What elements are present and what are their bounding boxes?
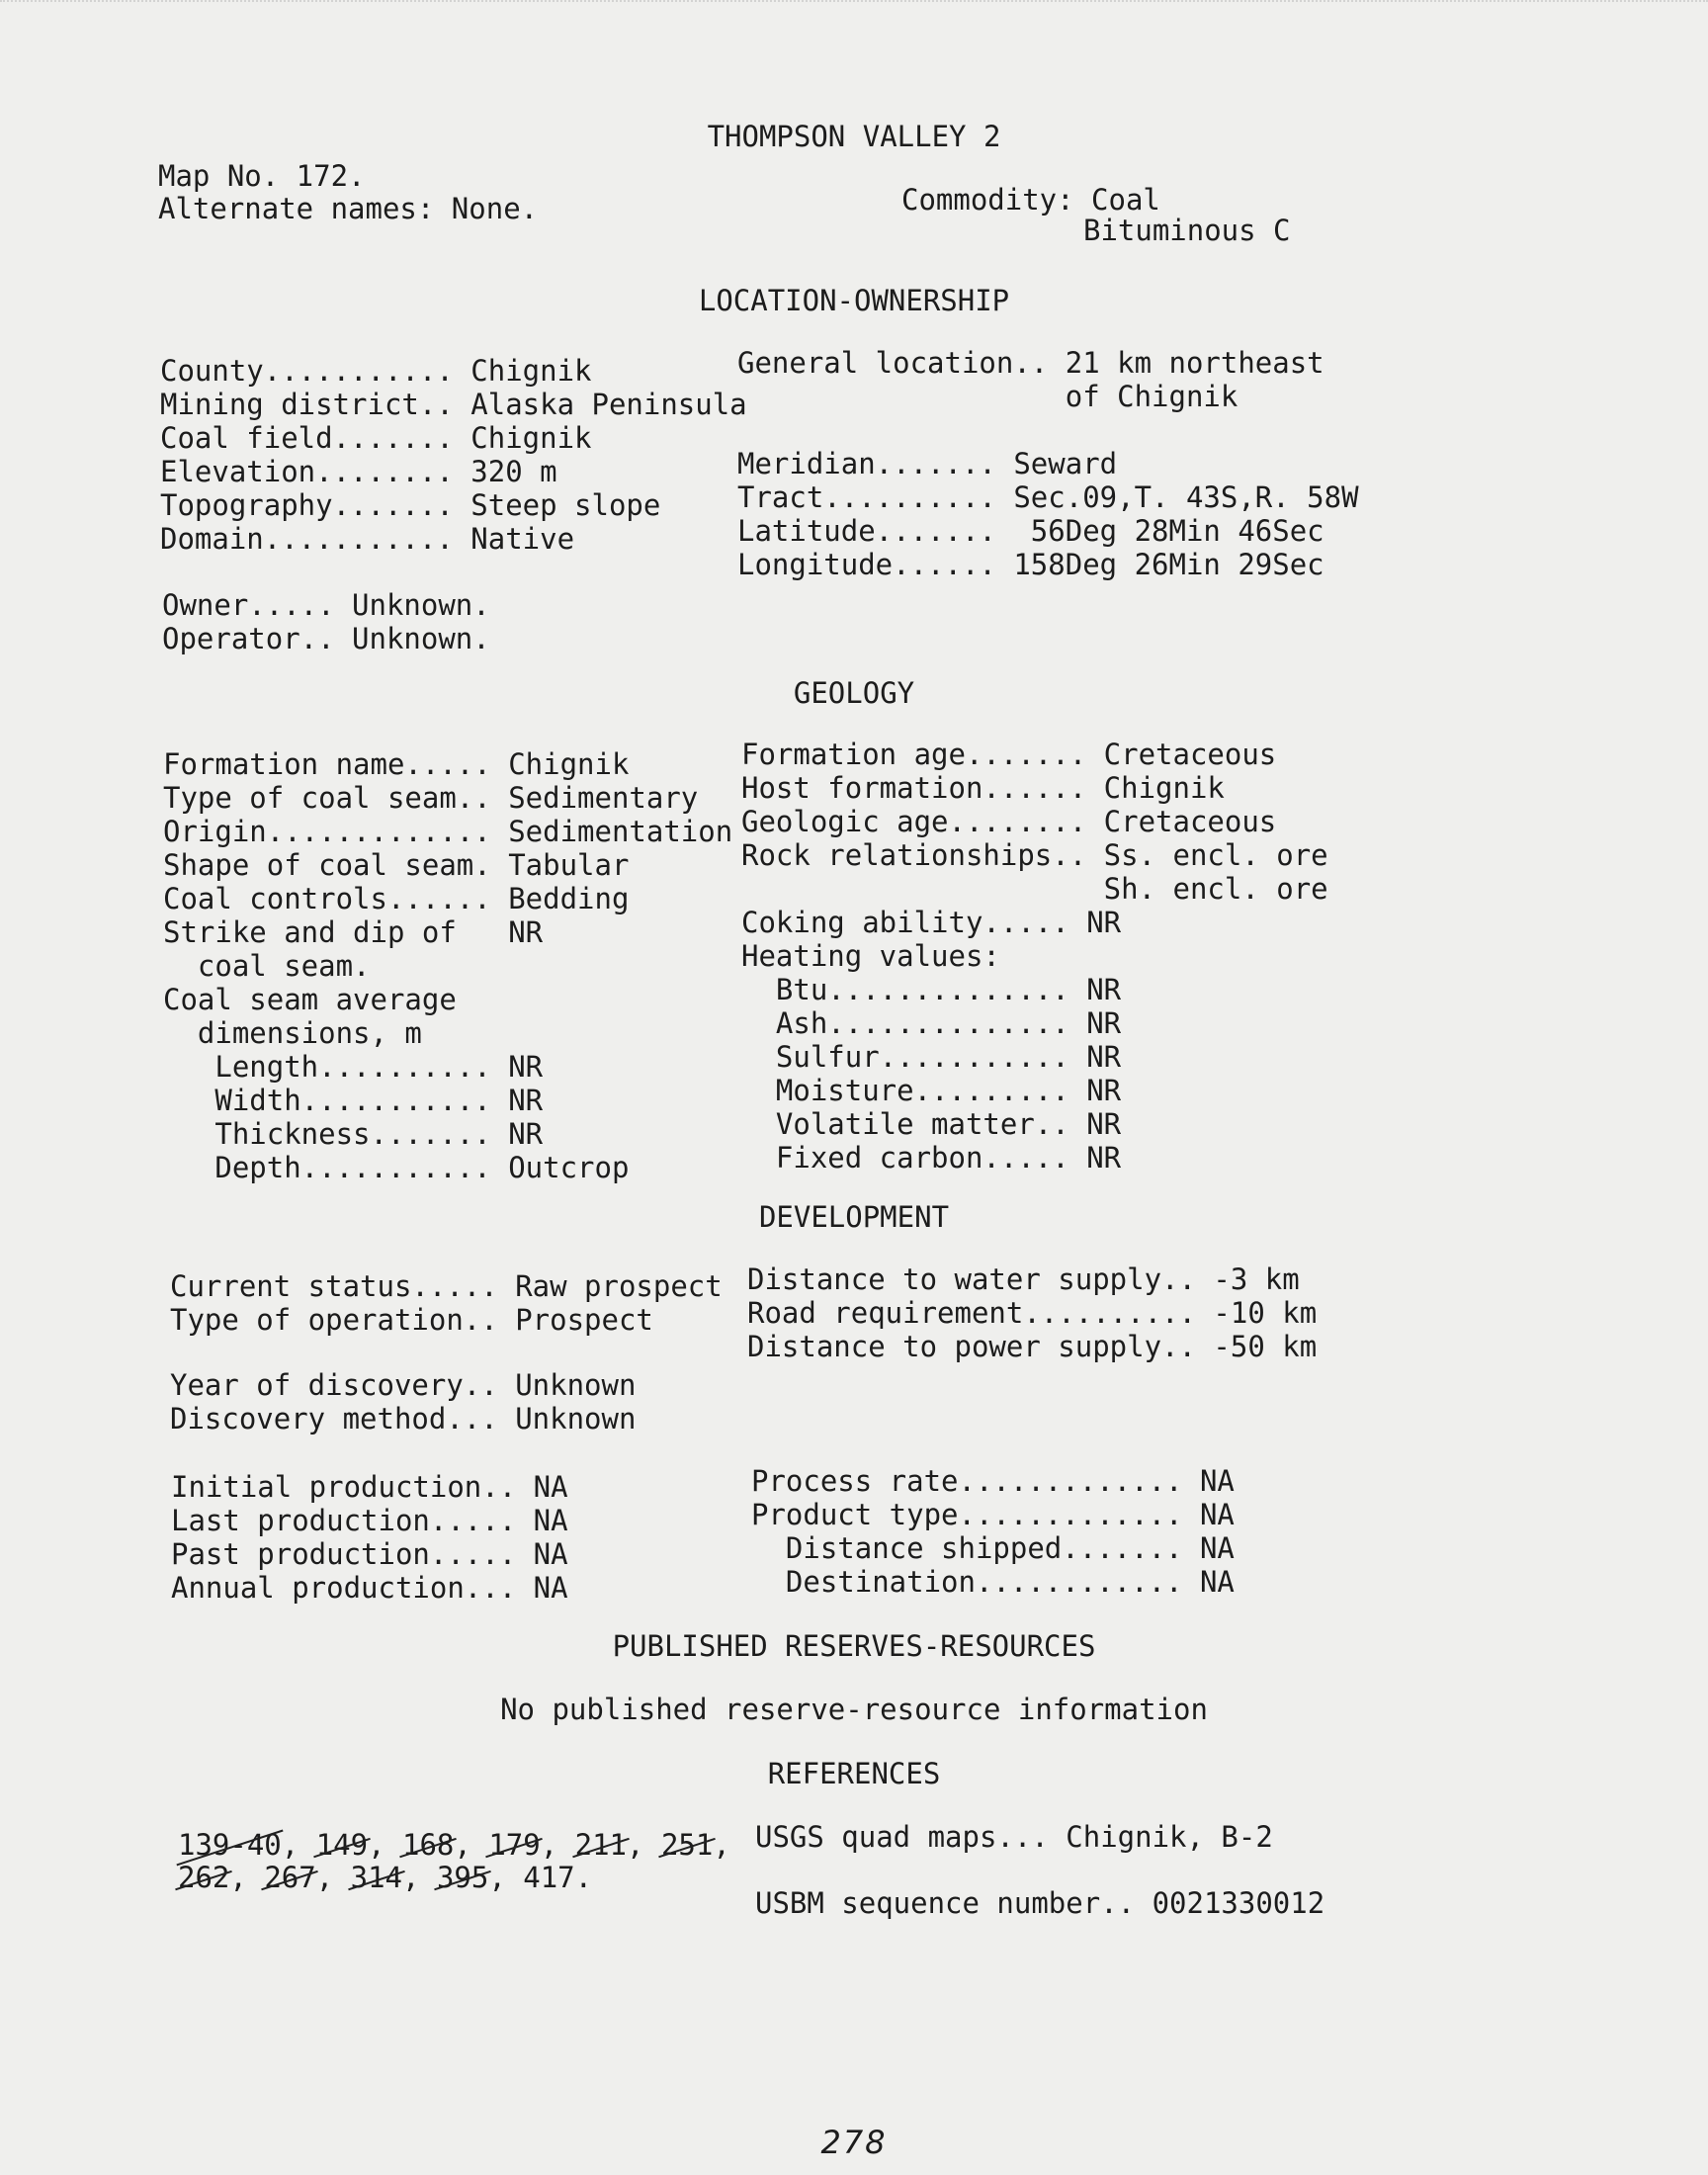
development-field: Annual production... NA [171, 1571, 568, 1605]
location-field: Longitude...... 158Deg 26Min 29Sec [737, 548, 1324, 581]
geology-field: Moisture......... NR [741, 1074, 1122, 1107]
section-heading-location: LOCATION-OWNERSHIP [698, 284, 1010, 317]
commodity-type: Bituminous C [1083, 214, 1291, 247]
location-field: of Chignik [737, 380, 1238, 413]
location-field: Elevation........ 320 m [160, 455, 557, 488]
location-field: Tract.......... Sec.09,T. 43S,R. 58W [737, 480, 1359, 514]
alternate-names: Alternate names: None. [158, 192, 539, 225]
geology-field: dimensions, m [163, 1016, 422, 1050]
struck-reference: 395 [436, 1861, 489, 1894]
struck-reference: 262 [178, 1861, 230, 1894]
geology-field: Volatile matter.. NR [741, 1107, 1122, 1141]
geology-field: Formation name..... Chignik [163, 747, 630, 781]
scan-edge [0, 0, 1708, 16]
geology-field: Sh. encl. ore [741, 872, 1328, 906]
location-field: General location.. 21 km northeast [737, 346, 1324, 380]
development-field: Current status..... Raw prospect [170, 1269, 723, 1303]
reserves-text: No published reserve-resource information [500, 1693, 1208, 1726]
development-supply-group [747, 1262, 1317, 1363]
commodity: Commodity: Coal [901, 183, 1160, 217]
struck-reference: 314 [350, 1861, 403, 1894]
geology-field: Length.......... NR [163, 1050, 544, 1084]
struck-reference: 211 [574, 1828, 628, 1862]
geology-field: Coal seam average [163, 983, 457, 1016]
location-right-column [737, 346, 1359, 581]
location-field: Domain........... Native [160, 522, 575, 556]
struck-reference: 139-40 [178, 1828, 282, 1862]
document-title: THOMPSON VALLEY 2 [707, 120, 1001, 153]
geology-field: Type of coal seam.. Sedimentary [163, 781, 699, 815]
geology-field: Btu.............. NR [741, 973, 1122, 1006]
geology-field: Fixed carbon..... NR [741, 1141, 1122, 1174]
struck-reference: 168 [402, 1828, 455, 1862]
geology-field: Geologic age........ Cretaceous [741, 805, 1277, 838]
map-number: Map No. 172. [158, 159, 366, 193]
usbm-sequence-number: USBM sequence number.. 0021330012 [755, 1886, 1325, 1920]
development-field: Past production..... NA [171, 1537, 568, 1571]
development-field: Distance to power supply.. -50 km [747, 1330, 1318, 1363]
geology-field: Rock relationships.. Ss. encl. ore [741, 838, 1328, 872]
geology-field: Sulfur........... NR [741, 1040, 1122, 1074]
geology-field: Formation age....... Cretaceous [741, 738, 1277, 771]
development-field: Year of discovery.. Unknown [170, 1368, 637, 1402]
geology-field: Strike and dip of NR [163, 915, 544, 949]
struck-reference: 251 [660, 1828, 714, 1862]
development-field: Type of operation.. Prospect [170, 1303, 653, 1337]
geology-field: Coal controls...... Bedding [163, 882, 630, 915]
geology-field: Width........... NR [163, 1084, 544, 1117]
location-field: County........... Chignik [160, 354, 592, 388]
location-field: Latitude....... 56Deg 28Min 46Sec [737, 514, 1324, 548]
development-process-group [751, 1464, 1235, 1599]
location-field: Meridian....... Seward [737, 447, 1118, 480]
location-left-column [160, 354, 747, 556]
development-field: Distance to water supply.. -3 km [747, 1262, 1300, 1296]
geology-field: Shape of coal seam. Tabular [163, 848, 630, 882]
struck-reference: 149 [315, 1828, 369, 1862]
geology-field: Ash.............. NR [741, 1006, 1122, 1040]
struck-reference: 267 [264, 1861, 316, 1894]
development-field: Initial production.. NA [171, 1470, 568, 1504]
geology-right-column [741, 738, 1328, 1174]
owner: Owner..... Unknown. [162, 588, 490, 622]
section-heading-reserves: PUBLISHED RESERVES-RESOURCES [612, 1629, 1096, 1663]
geology-field: Coking ability..... NR [741, 906, 1122, 939]
geology-field: Heating values: [741, 939, 1000, 973]
reference-numbers-line-1: 139-40, 149, 168, 179, 211, 251, [178, 1828, 730, 1862]
development-field: Last production..... NA [171, 1504, 568, 1537]
struck-reference: 179 [488, 1828, 541, 1862]
development-field: Discovery method... Unknown [170, 1402, 637, 1436]
section-heading-references: REFERENCES [767, 1757, 941, 1790]
reference-numbers-line-2: 262, 267, 314, 395, 417. [178, 1861, 593, 1894]
section-heading-geology: GEOLOGY [793, 676, 915, 710]
development-production-group [171, 1470, 568, 1605]
geology-field: Origin............. Sedimentation [163, 815, 733, 848]
geology-field: Depth........... Outcrop [163, 1151, 630, 1184]
location-field: Coal field....... Chignik [160, 421, 592, 455]
geology-field: Host formation...... Chignik [741, 771, 1225, 805]
development-field: Distance shipped....... NA [751, 1531, 1235, 1565]
development-field: Product type............. NA [751, 1498, 1235, 1531]
geology-left-column [163, 747, 732, 1184]
development-discovery-group [170, 1368, 636, 1436]
development-status-group [170, 1269, 723, 1337]
location-spacer [737, 413, 1359, 447]
development-field: Road requirement.......... -10 km [747, 1296, 1318, 1330]
active-reference: 417 [523, 1861, 575, 1894]
location-field: Mining district.. Alaska Peninsula [160, 388, 747, 421]
operator: Operator.. Unknown. [162, 622, 490, 655]
development-field: Destination............ NA [751, 1565, 1235, 1599]
geology-field: Thickness....... NR [163, 1117, 544, 1151]
usgs-quad-maps: USGS quad maps... Chignik, B-2 [755, 1820, 1273, 1854]
page-number: 278 [820, 2124, 888, 2161]
location-field: Topography....... Steep slope [160, 488, 661, 522]
section-heading-development: DEVELOPMENT [758, 1200, 950, 1234]
development-field: Process rate............. NA [751, 1464, 1235, 1498]
geology-field: coal seam. [163, 949, 371, 983]
